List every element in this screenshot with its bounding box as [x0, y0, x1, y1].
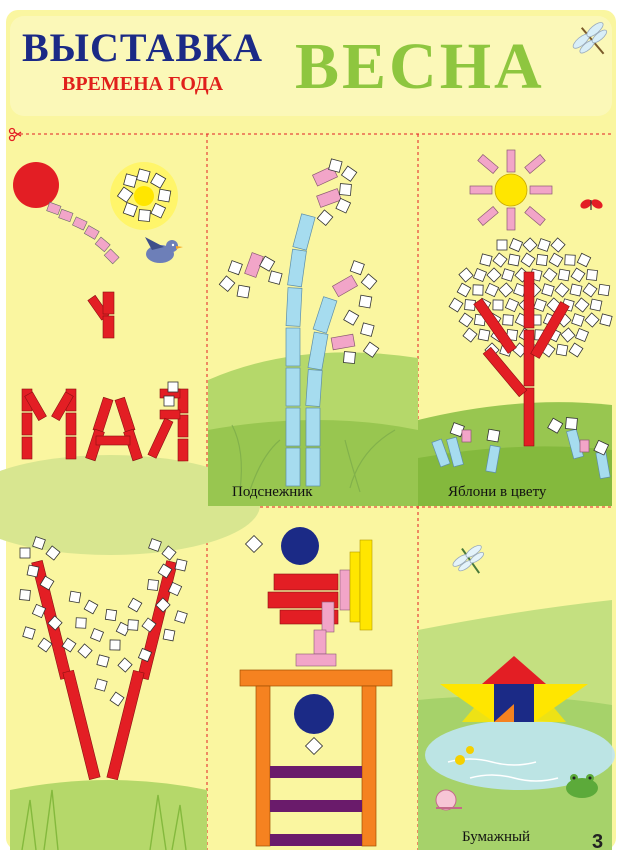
white-tile [95, 679, 107, 691]
white-tile [97, 655, 109, 667]
white-tile [503, 315, 514, 326]
balloon [13, 162, 59, 208]
white-tile [478, 329, 490, 341]
white-tile [587, 270, 598, 281]
white-tile [148, 580, 159, 591]
poster-subtitle: ВРЕМЕНА ГОДА [62, 73, 224, 95]
white-tile [558, 269, 570, 281]
white-tile [20, 590, 31, 601]
white-tile [570, 284, 582, 296]
white-tile [565, 255, 576, 266]
sun-icon [470, 150, 552, 230]
white-tile [590, 299, 602, 311]
white-tile [600, 314, 612, 326]
white-tile [105, 609, 116, 620]
white-tile [493, 300, 503, 310]
page-number: 3 [592, 831, 604, 853]
white-tile [175, 559, 187, 571]
white-tile [69, 591, 81, 603]
white-tile [110, 640, 120, 650]
white-tile [598, 284, 609, 295]
white-tile [163, 629, 175, 641]
white-tile [480, 254, 492, 266]
poster-title: ВЫСТАВКА [22, 25, 263, 70]
caption-apple-trees: Яблони в цвету [448, 484, 547, 500]
white-tile [465, 300, 476, 311]
season-title: ВЕСНА [295, 30, 545, 103]
caption-paper-boat: Бумажный [462, 829, 531, 845]
white-tile [497, 240, 507, 250]
white-tile [27, 565, 39, 577]
white-tile [473, 285, 483, 295]
white-tile [536, 254, 547, 265]
white-tile [556, 344, 568, 356]
white-tile [128, 620, 139, 631]
white-tile [508, 254, 520, 266]
white-tile [20, 548, 30, 558]
caption-snowdrop: Подснежник [232, 484, 313, 500]
white-tile [76, 618, 87, 629]
